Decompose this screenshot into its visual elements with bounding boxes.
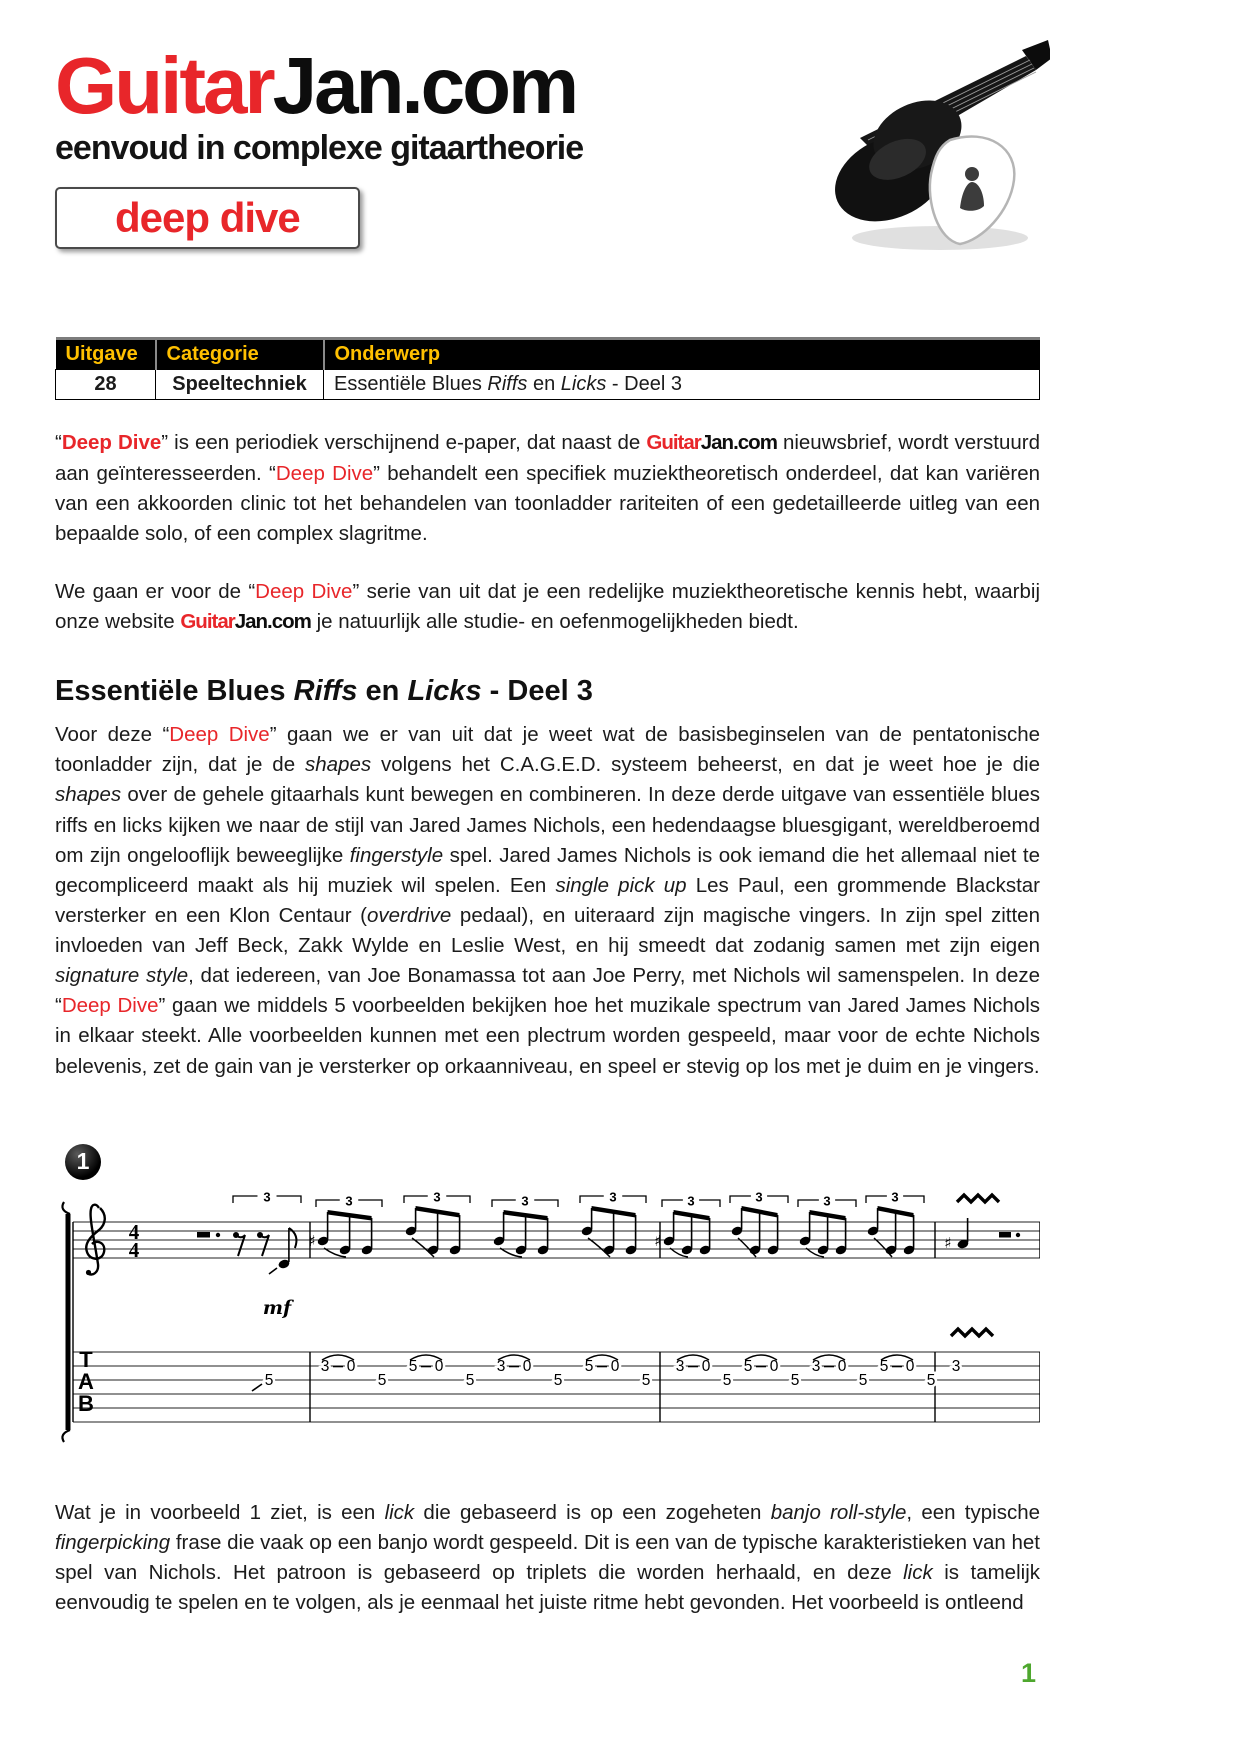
tab-number: 0 xyxy=(837,1357,847,1375)
column-header-onderwerp: Onderwerp xyxy=(324,339,1040,370)
half-rest xyxy=(999,1232,1011,1238)
tab-staff-label: A xyxy=(78,1368,94,1394)
section-title: Essentiële Blues Riffs en Licks - Deel 3 xyxy=(55,675,593,708)
tab-number: 5 xyxy=(264,1371,274,1389)
tab-number: 5 xyxy=(879,1357,889,1375)
tuplet-label: 3 xyxy=(755,1189,763,1205)
issue-info-table xyxy=(55,337,1040,400)
tab-number: 3 xyxy=(951,1357,961,1375)
tab-number: 5 xyxy=(584,1357,594,1375)
music-example-1 xyxy=(55,1144,1040,1464)
outro-paragraph: Wat je in voorbeeld 1 ziet, is een lick die gebaseerd is op een zogeheten banjo roll-style, een typische fingerpicking frase die vaak op een banjo wordt gespeeld. Dit is een van de typische karakteristieken van het spel van Nichols. Het patroon is gebaseerd op triplets die worden herhaald, en deze lick is tamelijk eenvoudig te spelen en te volgen, als je eenmaal het juiste ritme hebt gevonden. Het voorbeeld is ontleend xyxy=(55,1500,1040,1615)
sharp-icon: ♯ xyxy=(654,1231,662,1250)
tab-number: 5 xyxy=(553,1371,563,1389)
tab-number: 0 xyxy=(905,1357,915,1375)
slide-mark xyxy=(269,1268,277,1274)
tab-number: 0 xyxy=(769,1357,779,1375)
vibrato-mark xyxy=(951,1329,993,1336)
site-logo-part2: Jan.com xyxy=(272,41,577,130)
table-header-row xyxy=(56,339,1040,370)
tab-staff-label: T xyxy=(79,1346,93,1372)
tab-number: 5 xyxy=(465,1371,475,1389)
tab-number: 0 xyxy=(610,1357,620,1375)
guitar-illustration xyxy=(800,40,1050,260)
tab-number: 3 xyxy=(496,1357,506,1375)
site-logo-part1: Guitar xyxy=(55,41,273,130)
site-tagline: eenvoud in complexe gitaartheorie xyxy=(55,129,584,167)
tab-number: 5 xyxy=(641,1371,651,1389)
tuplet-label: 3 xyxy=(823,1193,831,1209)
example-number-badge: 1 xyxy=(65,1144,101,1180)
tab-number: 0 xyxy=(346,1357,356,1375)
vibrato-mark xyxy=(957,1195,999,1202)
tuplet-label: 3 xyxy=(345,1193,353,1209)
time-signature: 4 xyxy=(128,1219,140,1244)
column-header-uitgave: Uitgave xyxy=(56,339,156,370)
tab-number: 5 xyxy=(743,1357,753,1375)
column-header-categorie: Categorie xyxy=(156,339,324,370)
tab-number: 0 xyxy=(701,1357,711,1375)
tab-number: 5 xyxy=(377,1371,387,1389)
tab-number: 3 xyxy=(811,1357,821,1375)
notation-svg xyxy=(55,1184,1040,1464)
tab-number: 5 xyxy=(858,1371,868,1389)
tab-number: 3 xyxy=(320,1357,330,1375)
dynamic-marking: mf xyxy=(262,1296,292,1319)
tab-number: 0 xyxy=(522,1357,532,1375)
guitar-graphic xyxy=(800,40,1050,265)
tab-number: 3 xyxy=(675,1357,685,1375)
sharp-icon: ♯ xyxy=(944,1233,952,1252)
deep-dive-banner xyxy=(55,187,360,249)
half-rest xyxy=(197,1232,210,1238)
tab-number: 5 xyxy=(408,1357,418,1375)
tuplet-label: 3 xyxy=(521,1193,529,1209)
tuplet-label: 3 xyxy=(687,1193,695,1209)
tab-number: 5 xyxy=(926,1371,936,1389)
deep-dive-banner-label: deep dive xyxy=(115,194,300,242)
svg-text:4: 4 xyxy=(128,1237,140,1262)
table-row xyxy=(56,370,1040,400)
cell-onderwerp: Essentiële Blues Riffs en Licks - Deel 3 xyxy=(324,370,1040,400)
tuplet-label: 3 xyxy=(609,1189,617,1205)
page-number: 1 xyxy=(1020,1658,1036,1688)
tuplet-label: 3 xyxy=(891,1189,899,1205)
slide-mark xyxy=(252,1384,262,1391)
intro-paragraph-1: “Deep Dive” is een periodiek verschijnend e-paper, dat naast de GuitarJan.com nieuwsbrief, wordt verstuurd aan geïnteresseerden. “Deep Dive” behandelt een specifiek muziektheoretisch onderdeel, dat kan variëren van een akkoorden clinic tot het behandelen van toonladder rariteiten of een gedetailleerde uitleg van een bepaalde solo, of een complex slagritme. xyxy=(55,431,1040,545)
intro-paragraph-2: We gaan er voor de “Deep Dive” serie van uit dat je een redelijke muziektheoretische kennis hebt, waarbij onze website GuitarJan.com je natuurlijk alle studie- en oefenmogelijkheden biedt. xyxy=(55,579,1040,634)
tab-staff-label: B xyxy=(78,1390,94,1416)
tab-number: 5 xyxy=(790,1371,800,1389)
tab-number: 5 xyxy=(722,1371,732,1389)
cell-categorie: Speeltechniek xyxy=(156,370,324,400)
tuplet-label: 3 xyxy=(263,1189,271,1205)
body-paragraph-1: Voor deze “Deep Dive” gaan we er van uit dat je weet wat de basisbeginselen van de pentatonische toonladder zijn, dat je de shapes volgens het C.A.G.E.D. systeem beheerst, en dat je weet hoe je die shapes over de gehele gitaarhals kunt bewegen en combineren. In deze derde uitgave van essentiële blues riffs en licks kijken we naar de stijl van Jared James Nichols, een hedendaagse bluesgigant, wereldberoemd om zijn ongelooflijk beweeglijke fingerstyle spel. Jared James Nichols is ook iemand die het allemaal niet te gecompliceerd maakt als hij muziek wil spelen. Een single pick up Les Paul, een grommende Blackstar versterker en een Klon Centaur (overdrive pedaal), en uiteraard zijn magische vingers. In zijn spel zitten invloeden van Jeff Beck, Zakk Wylde en Leslie West, en hij smeedt dat zodanig samen met zijn eigen signature style, dat iedereen, van Joe Bonamassa tot aan Joe Perry, met Nichols wil samenspelen. In deze “Deep Dive” gaan we middels 5 voorbeelden bekijken hoe het muzikale spectrum van Jared James Nichols in elkaar steekt. Alle voorbeelden kunnen met een plectrum worden gespeeld, maar voor de echte Nichols belevenis, zet de gain van je versterker op orkaanniveau, en speel er stevig op los met je duim en je vingers. xyxy=(55,723,1041,1078)
tuplet-label: 3 xyxy=(433,1189,441,1205)
cell-uitgave: 28 xyxy=(56,370,156,400)
sharp-icon: ♯ xyxy=(308,1231,316,1250)
tab-number: 0 xyxy=(434,1357,444,1375)
